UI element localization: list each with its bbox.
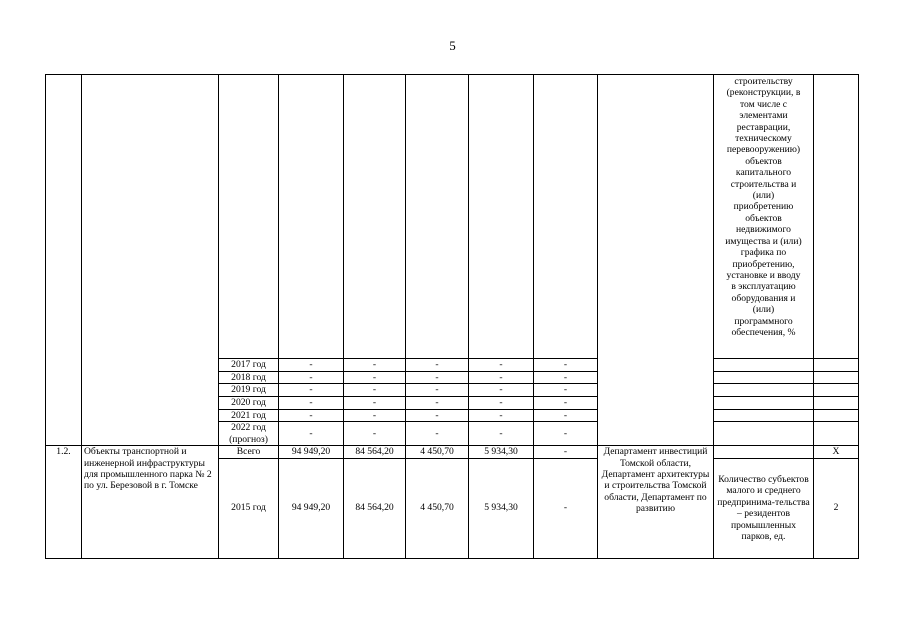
year-label: 2018 год — [219, 372, 279, 384]
value-cell: - — [344, 396, 406, 409]
value-cell: - — [279, 422, 344, 446]
year-label: 2022 год (прогноз) — [219, 422, 279, 446]
total-value: 4 450,70 — [406, 446, 469, 458]
item-name: Объекты транспортной и инженерной инфраструктуры для промышленного парка № 2 по ул. Березовой в г. Томске — [82, 446, 219, 558]
year-label: 2017 год — [219, 359, 279, 372]
value-cell: - — [534, 372, 598, 384]
total-value: 94 949,20 — [279, 446, 344, 458]
value-cell: - — [469, 409, 534, 421]
year-label: 2020 год — [219, 396, 279, 409]
cont-year-cell — [219, 75, 279, 359]
value-cell: - — [279, 409, 344, 421]
value-cell: - — [534, 384, 598, 396]
value-cell: - — [406, 422, 469, 446]
cont-name-cell — [82, 75, 219, 446]
value-cell: 84 564,20 — [344, 458, 406, 558]
value-cell: - — [344, 409, 406, 421]
value-cell: - — [534, 409, 598, 421]
value-cell: 4 450,70 — [406, 458, 469, 558]
page-number: 5 — [449, 38, 456, 53]
program-table — [45, 74, 859, 559]
cont-value-cell — [344, 75, 406, 359]
value-cell: - — [344, 359, 406, 372]
indicator-value-cell — [814, 396, 859, 409]
indicator-value-cell — [814, 409, 859, 421]
indicator-cell — [714, 409, 814, 421]
cont-number-cell — [46, 75, 82, 446]
indicator-value-cell — [814, 372, 859, 384]
value-cell: - — [534, 422, 598, 446]
cont-value-cell — [469, 75, 534, 359]
indicator-cell — [714, 396, 814, 409]
total-value: - — [534, 446, 598, 458]
value-cell: - — [534, 359, 598, 372]
value-cell: - — [406, 359, 469, 372]
value-cell: - — [406, 372, 469, 384]
indicator-cell — [714, 372, 814, 384]
indicator-cell — [714, 359, 814, 372]
value-cell: - — [469, 359, 534, 372]
value-cell: 94 949,20 — [279, 458, 344, 558]
year-label: 2019 год — [219, 384, 279, 396]
value-cell: - — [406, 384, 469, 396]
total-value: 84 564,20 — [344, 446, 406, 458]
cont-value-cell — [279, 75, 344, 359]
cont-value-last-cell — [814, 75, 859, 359]
item-number: 1.2. — [46, 446, 82, 558]
indicator-value: 2 — [814, 458, 859, 558]
year-label: 2021 год — [219, 409, 279, 421]
executor-cell: Департамент инвестиций Томской области, Департамент архитектуры и строительства Томской области, Департамент по развитию — [598, 446, 714, 558]
value-cell: - — [469, 422, 534, 446]
total-last-value: X — [814, 446, 859, 458]
value-cell: - — [406, 409, 469, 421]
value-cell: - — [344, 372, 406, 384]
value-cell: - — [469, 372, 534, 384]
indicator-value-cell — [814, 384, 859, 396]
indicator-description-cont: строительству (реконструкции, в том числе с элементами реставрации, техническому перевооружению) объектов капитального строительства и (или) приобретению объектов недвижимого имущества и (или) графика по приобретению, установке и вводу в эксплуатацию оборудования и (или) программного обеспечения, % — [714, 75, 814, 359]
value-cell: - — [279, 372, 344, 384]
value-cell: - — [279, 396, 344, 409]
total-value: 5 934,30 — [469, 446, 534, 458]
value-cell: - — [406, 396, 469, 409]
indicator-description: Количество субъектов малого и среднего предпринима-тельства – резидентов промышленных парков, ед. — [714, 458, 814, 558]
total-label: Всего — [219, 446, 279, 458]
value-cell: - — [534, 458, 598, 558]
value-cell: - — [344, 422, 406, 446]
indicator-value-cell — [814, 422, 859, 446]
value-cell: - — [469, 396, 534, 409]
value-cell: - — [469, 384, 534, 396]
value-cell: - — [534, 396, 598, 409]
value-cell: - — [279, 384, 344, 396]
indicator-cell — [714, 422, 814, 446]
indicator-value-cell — [814, 359, 859, 372]
total-indicator-cell — [714, 446, 814, 458]
value-cell: - — [279, 359, 344, 372]
cont-value-cell — [406, 75, 469, 359]
value-cell: - — [344, 384, 406, 396]
cont-executor-cell — [598, 75, 714, 446]
cont-value-cell — [534, 75, 598, 359]
total-row — [46, 446, 859, 458]
year-label: 2015 год — [219, 458, 279, 558]
value-cell: 5 934,30 — [469, 458, 534, 558]
indicator-cell — [714, 384, 814, 396]
